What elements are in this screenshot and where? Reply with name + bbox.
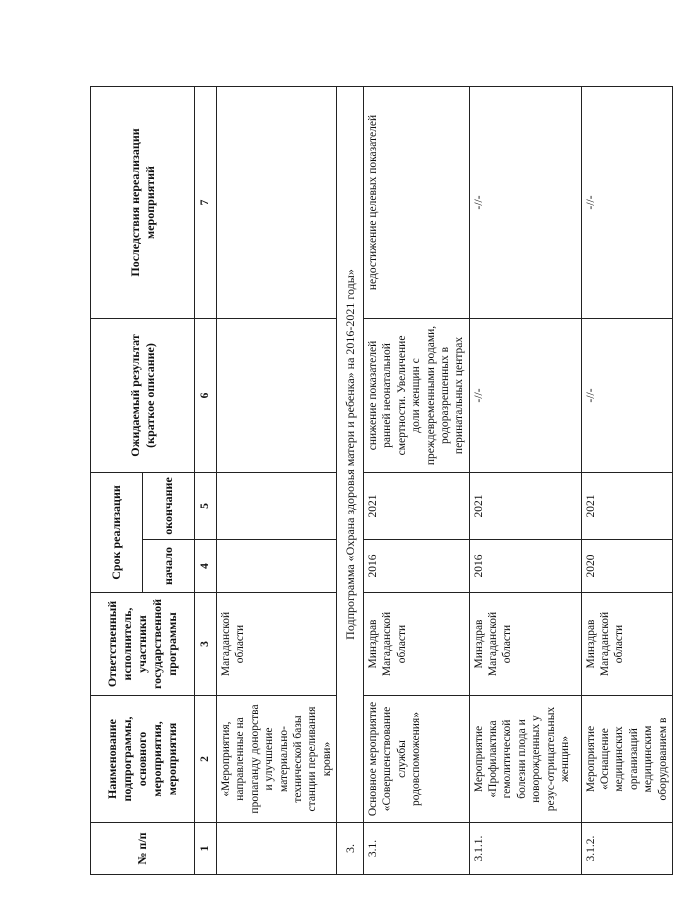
table-row [364, 86, 470, 874]
row0-c3: Магаданской области [217, 593, 337, 696]
row1-c6: снижение показателей ранней неонатальной смертности. Увеличение доли женщин с преждевременными родами, родоразрешенных в перинатальных центрах [364, 318, 470, 472]
row3-c7: -//- [581, 86, 672, 318]
subprogram-title: Подпрограмма «Охрана здоровья матери и ребенка» на 2016-2021 годы» [337, 86, 364, 822]
num-1: 1 [195, 823, 217, 875]
subprogram-number: 3. [337, 823, 364, 875]
row1-c7: недостижение целевых показателей [364, 86, 470, 318]
row0-c6 [217, 318, 337, 472]
num-6: 6 [195, 318, 217, 472]
row3-c5: 2021 [581, 472, 672, 539]
num-5: 5 [195, 472, 217, 539]
header-col-2: Наименование подпрограммы, основного мероприятия, мероприятия [91, 696, 195, 823]
num-3: 3 [195, 593, 217, 696]
row0-c2: «Мероприятия, направленные на пропаганду донорства и улучшение материально-технической базы станции переливания крови» [217, 696, 337, 823]
row0-c5 [217, 472, 337, 539]
rotated-table-container [90, 87, 669, 875]
subprogram-row [337, 86, 364, 874]
header-col-7: Последствия нереализации мероприятий [91, 86, 195, 318]
row2-c5: 2021 [469, 472, 581, 539]
row2-c1: 3.1.1. [469, 823, 581, 875]
row2-c4: 2016 [469, 540, 581, 593]
activities-table [90, 86, 673, 875]
row3-c2: Мероприятие «Оснащение медицинских организаций медицинским оборудованием в [581, 696, 672, 823]
row1-c2: Основное мероприятие «Совершенствование службы родовспоможения» [364, 696, 470, 823]
row1-c3: Минздрав Магаданской области [364, 593, 470, 696]
row1-c5: 2021 [364, 472, 470, 539]
table-row [217, 86, 337, 874]
row2-c6: -//- [469, 318, 581, 472]
row3-c4: 2020 [581, 540, 672, 593]
num-7: 7 [195, 86, 217, 318]
row0-c1 [217, 823, 337, 875]
row3-c6: -//- [581, 318, 672, 472]
header-col-1: № п/п [91, 823, 195, 875]
row3-c3: Минздрав Магаданской области [581, 593, 672, 696]
row1-c1: 3.1. [364, 823, 470, 875]
header-row-1 [91, 86, 143, 874]
row1-c4: 2016 [364, 540, 470, 593]
num-2: 2 [195, 696, 217, 823]
row2-c2: Мероприятие «Профилактика гемолитической болезни плода и новорожденных у резус-отрицательных женщин» [469, 696, 581, 823]
header-col-term: Срок реализации [91, 472, 143, 592]
table-row [581, 86, 672, 874]
header-col-start: начало [143, 540, 195, 593]
row2-c7: -//- [469, 86, 581, 318]
header-col-6: Ожидаемый результат (краткое описание) [91, 318, 195, 472]
header-col-3: Ответственный исполнитель, участники государственной программы [91, 593, 195, 696]
row3-c1: 3.1.2. [581, 823, 672, 875]
num-4: 4 [195, 540, 217, 593]
row2-c3: Минздрав Магаданской области [469, 593, 581, 696]
table-row [469, 86, 581, 874]
row0-c7 [217, 86, 337, 318]
row0-c4 [217, 540, 337, 593]
numbering-row [195, 86, 217, 874]
header-col-end: окончание [143, 472, 195, 539]
